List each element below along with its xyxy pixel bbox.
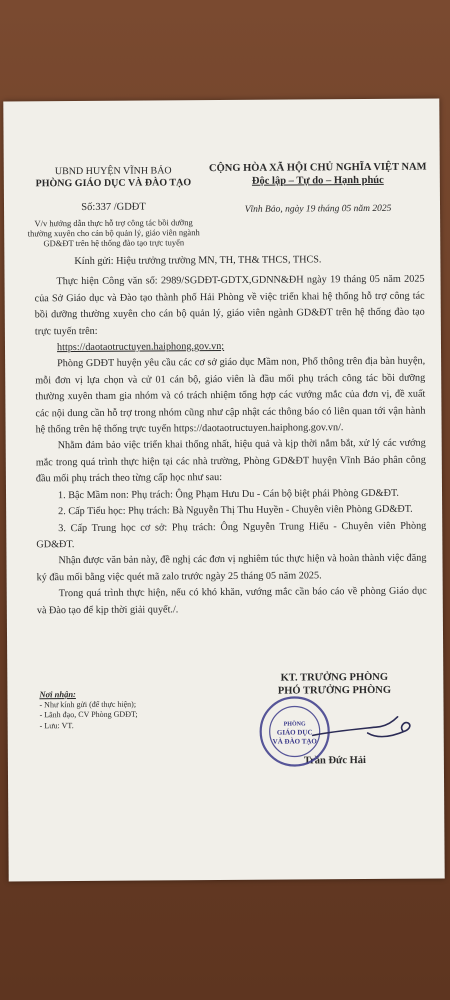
paragraph-5: Trong quá trình thực hiện, nếu có khó khăn, vướng mắc cần báo cáo về phòng Giáo dục và Đào tạo để kịp thời giải quyết./. [36, 585, 427, 616]
motto: Độc lập – Tự do – Hạnh phúc [251, 174, 384, 187]
paragraph-1: Thực hiện Công văn số: 2989/SGDĐT-GDTX,GDNN&ĐH ngày 19 tháng 05 năm 2025 của Sở Giáo dục và Đào tạo thành phố Hải Phòng về việc triển khai hệ thống hỗ trợ công tác bồi dưỡng thường xuyên cho cán bộ quản lý, giáo viên ngành GD&ĐT trên hệ thống đào tạo trực tuyến trên: [34, 274, 425, 337]
greeting: Kính gửi: Hiệu trưởng trường MN, TH, TH& THCS, THCS. [74, 254, 322, 268]
recipients [39, 688, 209, 731]
item-1: 1. Bậc Mầm non: Phụ trách: Ông Phạm Hưu Du - Cán bộ biệt phái Phòng GD&ĐT. [57, 487, 399, 501]
signer-role-1: KT. TRƯỞNG PHÒNG [280, 671, 389, 684]
document-body [34, 252, 427, 620]
svg-text:PHÒNG: PHÒNG [283, 721, 306, 728]
header-right [204, 161, 432, 218]
signer-name: Trần Đức Hải [303, 755, 366, 767]
document-paper [3, 98, 444, 881]
doc-subject: V/v hướng dẫn thực hỗ trợ công tác bồi dưỡng thường xuyên cho cán bộ quản lý, giáo viên ngành GD&ĐT trên hệ thống đào tạo trực tuyến [27, 217, 200, 249]
recipients-title: Nơi nhận: [39, 689, 76, 700]
nation-title: CỘNG HÒA XÃ HỘI CHỦ NGHĨA VIỆT NAM [208, 161, 427, 175]
recipient-item: - Lưu: VT. [39, 720, 74, 730]
paragraph-3: Nhằm đảm bảo việc triển khai thống nhất, hiệu quả và kịp thời nắm bắt, xử lý các vướng mắc trong quá trình thực hiện tại các nhà trường, Phòng GD&ĐT huyện Vĩnh Bảo phân công đầu mối phụ trách theo từng cấp học như sau: [35, 438, 426, 485]
org-line2: PHÒNG GIÁO DỤC VÀ ĐÀO TẠO [35, 177, 192, 190]
paragraph-2: Phòng GDĐT huyện yêu cầu các cơ sở giáo dục Mầm non, Phổ thông trên địa bàn huyện, mỗi đơn vị lựa chọn và cử 01 cán bộ, giáo viên là đầu mối phụ trách công tác bồi dưỡng thường xuyên tham gia nhóm và có trách nhiệm tổng hợp các vướng mắc của đơn vị, đề xuất các nội dung cần hỗ trợ trong nhóm cũng như cập nhật các thông báo có liên quan tới vận hành hệ thống trên hệ thống trực tuyến https://daotaotructuyen.haiphong.gov.vn/. [35, 356, 426, 436]
item-3: 3. Cấp Trung học cơ sở: Phụ trách: Ông Nguyễn Trung Hiếu - Chuyên viên Phòng GD&ĐT. [36, 520, 427, 551]
item-2: 2. Cấp Tiểu học: Phụ trách: Bà Nguyễn Thị Thu Huyền - Chuyên viên Phòng GD&ĐT. [58, 503, 413, 518]
doc-date: Vĩnh Bảo, ngày 19 tháng 05 năm 2025 [244, 203, 392, 215]
recipient-item: - Lãnh đạo, CV Phòng GDĐT; [39, 709, 138, 720]
svg-text:GIÁO DỤC: GIÁO DỤC [276, 728, 313, 737]
paragraph-4: Nhận được văn bản này, đề nghị các đơn vị nghiêm túc thực hiện và hoàn thành việc đăng ký đầu mối bằng việc quét mã zalo trước ngày 25 tháng 05 năm 2025. [36, 552, 427, 584]
org-line1: UBND HUYỆN VĨNH BẢO [54, 165, 172, 178]
signer-role-2: PHÓ TRƯỞNG PHÒNG [277, 684, 392, 697]
handwritten-signature-icon [308, 707, 418, 748]
recipient-item: - Như kính gửi (để thực hiện); [39, 699, 137, 709]
paragraph-1-link[interactable]: https://daotaotructuyen.haiphong.gov.vn; [56, 341, 225, 354]
svg-text:VÀ ĐÀO TẠO: VÀ ĐÀO TẠO [272, 737, 317, 746]
doc-number: Số:337 /GDĐT [81, 201, 146, 213]
header-left [26, 165, 202, 248]
